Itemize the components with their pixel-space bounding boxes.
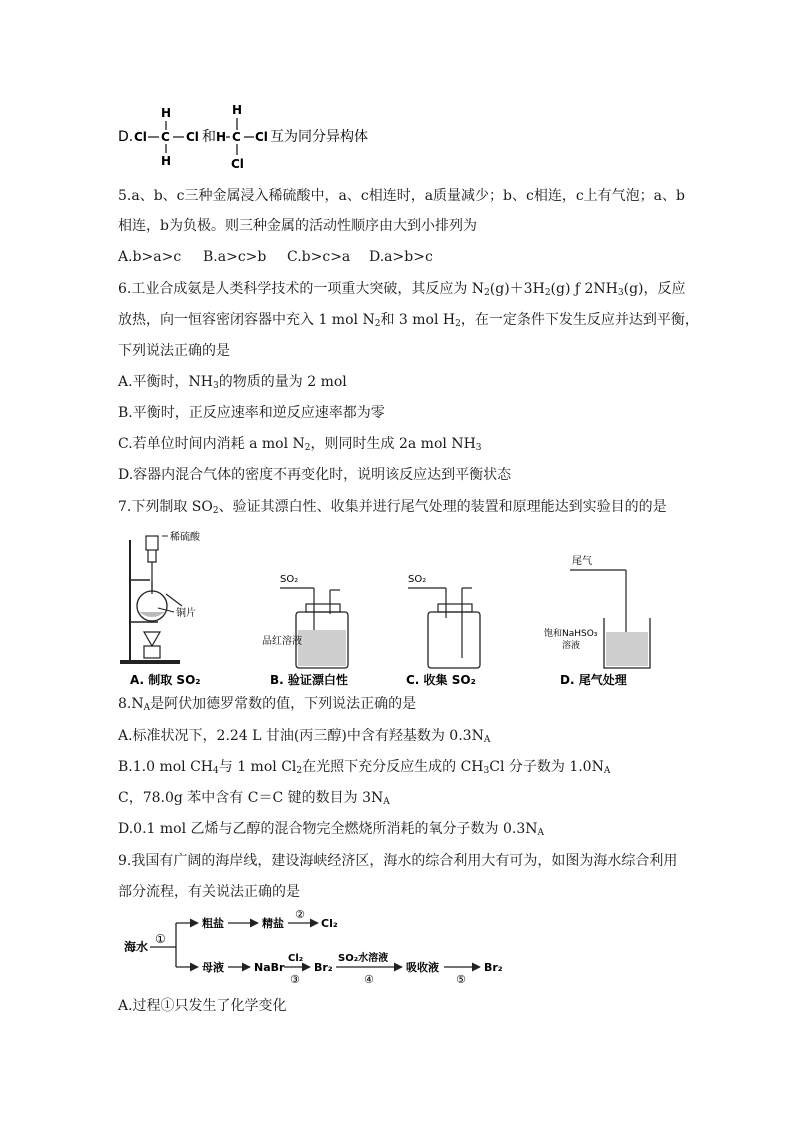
apparatus-c-collect <box>406 574 480 687</box>
label-b-gas: SO₂ <box>280 574 299 585</box>
q6-line-3: 下列说法正确的是 <box>118 343 230 359</box>
flow-nabr: NaBr <box>254 961 285 974</box>
q8-stem: $8.N_A$是阿伏加德罗常数的值，下列说法正确的是 <box>118 696 417 713</box>
label-solution: 溶液 <box>562 641 581 651</box>
flow-mother-liquor: 母液 <box>202 961 224 974</box>
mol2-right-atom: Cl <box>255 130 268 144</box>
flow-br2-final: Br₂ <box>484 961 503 974</box>
flow-step-5: ⑤ <box>456 973 466 985</box>
mol1-top-atom: H <box>161 106 172 120</box>
q9-flow-diagram <box>118 905 518 985</box>
q4-connector: 和 <box>202 129 216 145</box>
q7-stem: 7.下列制取 $SO_2$、验证其漂白性、收集并进行尾气处理的装置和原理能达到实验目的的是 <box>118 499 667 516</box>
q9-line-1: 9.我国有广阔的海岸线，建设海峡经济区，海水的综合利用大有可为，如图为海水综合利用 <box>118 853 678 869</box>
mol2-left-atom: H <box>216 130 227 144</box>
q7-apparatus-svg <box>118 522 678 692</box>
flow-br2-intermediate: Br₂ <box>314 961 333 974</box>
q5-line-1: 5.a、b、c三种金属浸入稀硫酸中，a、c相连时，a质量减少；b、c相连，c上有气泡；a、b <box>118 188 685 204</box>
q6-option-b: B.平衡时，正反应速率和逆反应速率都为零 <box>118 405 385 421</box>
flow-crude-salt: 粗盐 <box>202 917 224 930</box>
flow-step-4: ④ <box>364 973 374 985</box>
flow-absorb-liquid: 吸收液 <box>406 961 439 974</box>
label-nahso3: 饱和NaHSO₃ <box>544 629 598 639</box>
caption-d: D. 尾气处理 <box>560 673 627 687</box>
q4-option-d <box>118 100 448 172</box>
mol2-top-atom: H <box>232 103 243 117</box>
q5-line-2: 相连，b为负极。则三种金属的活动性顺序由大到小排列为 <box>118 218 477 234</box>
flow-cl2-reagent: Cl₂ <box>288 953 304 964</box>
flow-step-3: ③ <box>290 973 300 985</box>
q6-option-c: C.若单位时间内消耗 a mol $N_2$，则同时生成 2a mol $NH_3$ <box>118 436 482 453</box>
q6-line-2: 放热，向一恒容密闭容器中充入 1 mol $N_2$和 3 mol $H_2$，在一定条件下发生反应并达到平衡， <box>118 312 699 329</box>
label-c-gas: SO₂ <box>408 574 427 585</box>
q5-option-b: B.a>c>b <box>203 249 267 265</box>
flow-step-1: ① <box>155 932 166 946</box>
flow-so2-reagent: SO₂水溶液 <box>338 953 389 964</box>
mol1-center-atom: C <box>161 130 170 144</box>
q8-option-c: C，78.0g 苯中含有 C＝C 键的数目为 $3N_A$ <box>118 790 390 807</box>
apparatus-b-bleaching <box>262 574 348 687</box>
q9-line-2: 部分流程，有关说法正确的是 <box>118 884 300 900</box>
q9-option-a: A.过程①只发生了化学变化 <box>118 998 287 1014</box>
apparatus-d-tail-gas <box>544 555 650 687</box>
q6-option-d: D.容器内混合气体的密度不再变化时，说明该反应达到平衡状态 <box>118 467 512 483</box>
flow-seawater: 海水 <box>124 940 149 954</box>
q5-option-c: C.b>c>a <box>287 249 351 265</box>
caption-c: C. 收集 SO₂ <box>406 673 476 687</box>
caption-b: B. 验证漂白性 <box>270 673 348 687</box>
q8-option-d: D.0.1 mol 乙烯与乙醇的混合物完全燃烧所消耗的氧分子数为 $0.3N_A$ <box>118 821 544 838</box>
q5-option-d: D.a>b>c <box>369 249 433 265</box>
mol2-center-atom: C <box>232 130 241 144</box>
q8-option-a: A.标准状况下，2.24 L 甘油(丙三醇)中含有羟基数为 $0.3N_A$ <box>118 728 491 745</box>
flow-cl2-product: Cl₂ <box>321 917 338 930</box>
apparatus-a-generator <box>120 530 201 687</box>
mol1-left-atom: Cl <box>134 130 147 144</box>
q9-flow-svg <box>118 905 518 985</box>
flow-step-2: ② <box>295 908 305 921</box>
flow-refined-salt: 精盐 <box>262 917 284 930</box>
mol2-bottom-atom: Cl <box>231 157 244 171</box>
q5-option-a: A.b>a>c <box>118 249 182 265</box>
q7-apparatus-figure <box>118 522 678 692</box>
q8-option-b: B.1.0 mol $CH_4$与 1 mol $Cl_2$在光照下充分反应生成的 $CH_3Cl$ 分子数为 $1.0N_A$ <box>118 759 611 776</box>
label-magenta-solution: 品红溶液 <box>262 636 302 647</box>
q4-suffix: 互为同分异构体 <box>270 129 368 145</box>
mol1-bottom-atom: H <box>161 154 172 168</box>
q4-prefix: D. <box>118 129 134 145</box>
q6-line-1: 6.工业合成氨是人类科学技术的一项重大突破，其反应为 $N_2(g)+3H_2(g)$ ƒ $2NH_3(g)$，反应 <box>118 281 686 298</box>
caption-a: A. 制取 SO₂ <box>130 673 201 687</box>
mol1-right-atom: Cl <box>186 130 199 144</box>
q4-structural-formulas <box>118 100 448 172</box>
label-dilute-sulfuric-acid: 稀硫酸 <box>170 532 200 543</box>
q6-option-a: A.平衡时，$NH_3$的物质的量为 2 mol <box>118 374 347 391</box>
label-tail-gas: 尾气 <box>572 556 592 567</box>
label-copper-sheet: 铜片 <box>176 608 196 619</box>
